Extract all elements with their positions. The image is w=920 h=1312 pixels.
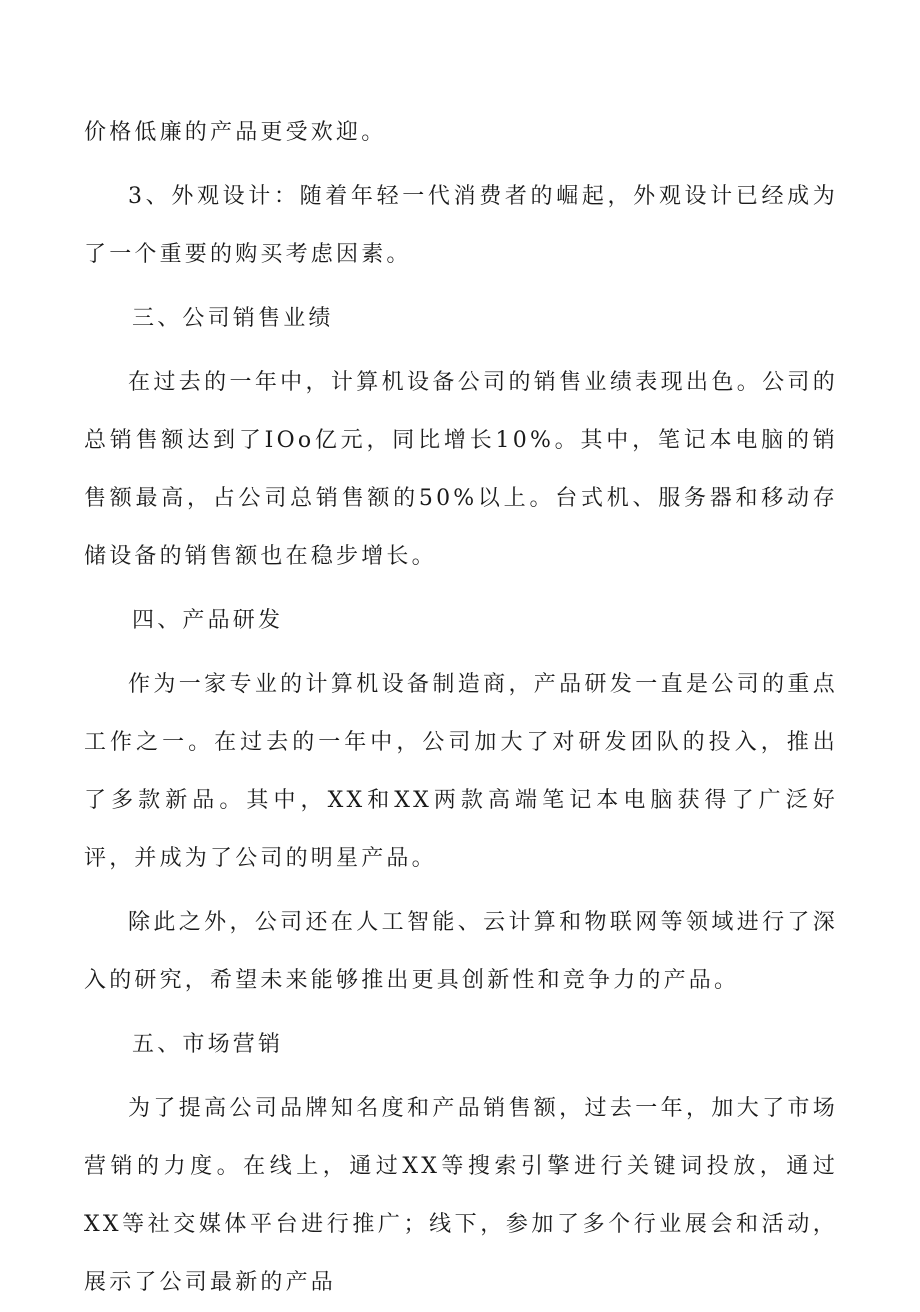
document-page <box>84 104 838 1312</box>
paragraph-product-rd: 作为一家专业的计算机设备制造商，产品研发一直是公司的重点工作之一。在过去的一年中，公司加大了对研发团队的投入，推出了多款新品。其中，XX和XX两款高端笔记本电脑获得了广泛好评，并成为了公司的明星产品。 <box>84 672 838 871</box>
heading-sales-performance: 三、公司销售业绩 <box>132 306 334 331</box>
paragraph-price-continuation: 价格低廉的产品更受欢迎。 <box>84 120 387 145</box>
heading-marketing: 五、市场营销 <box>132 1032 284 1057</box>
paragraph-appearance-design: 3、外观设计：随着年轻一代消费者的崛起，外观设计已经成为了一个重要的购买考虑因素。 <box>84 184 838 267</box>
paragraph-marketing: 为了提高公司品牌知名度和产品销售额，过去一年，加大了市场营销的力度。在线上，通过XX等搜索引擎进行关键词投放，通过XX等社交媒体平台进行推广；线下，参加了多个行业展会和活动，展示了公司最新的产品 <box>84 1096 838 1295</box>
heading-product-rd: 四、产品研发 <box>132 608 284 633</box>
paragraph-rd-research: 除此之外，公司还在人工智能、云计算和物联网等领域进行了深入的研究，希望未来能够推出更具创新性和竞争力的产品。 <box>84 910 838 993</box>
paragraph-sales-performance: 在过去的一年中，计算机设备公司的销售业绩表现出色。公司的总销售额达到了IOo亿元，同比增长10%。其中，笔记本电脑的销售额最高，占公司总销售额的50%以上。台式机、服务器和移动存储设备的销售额也在稳步增长。 <box>84 370 838 569</box>
